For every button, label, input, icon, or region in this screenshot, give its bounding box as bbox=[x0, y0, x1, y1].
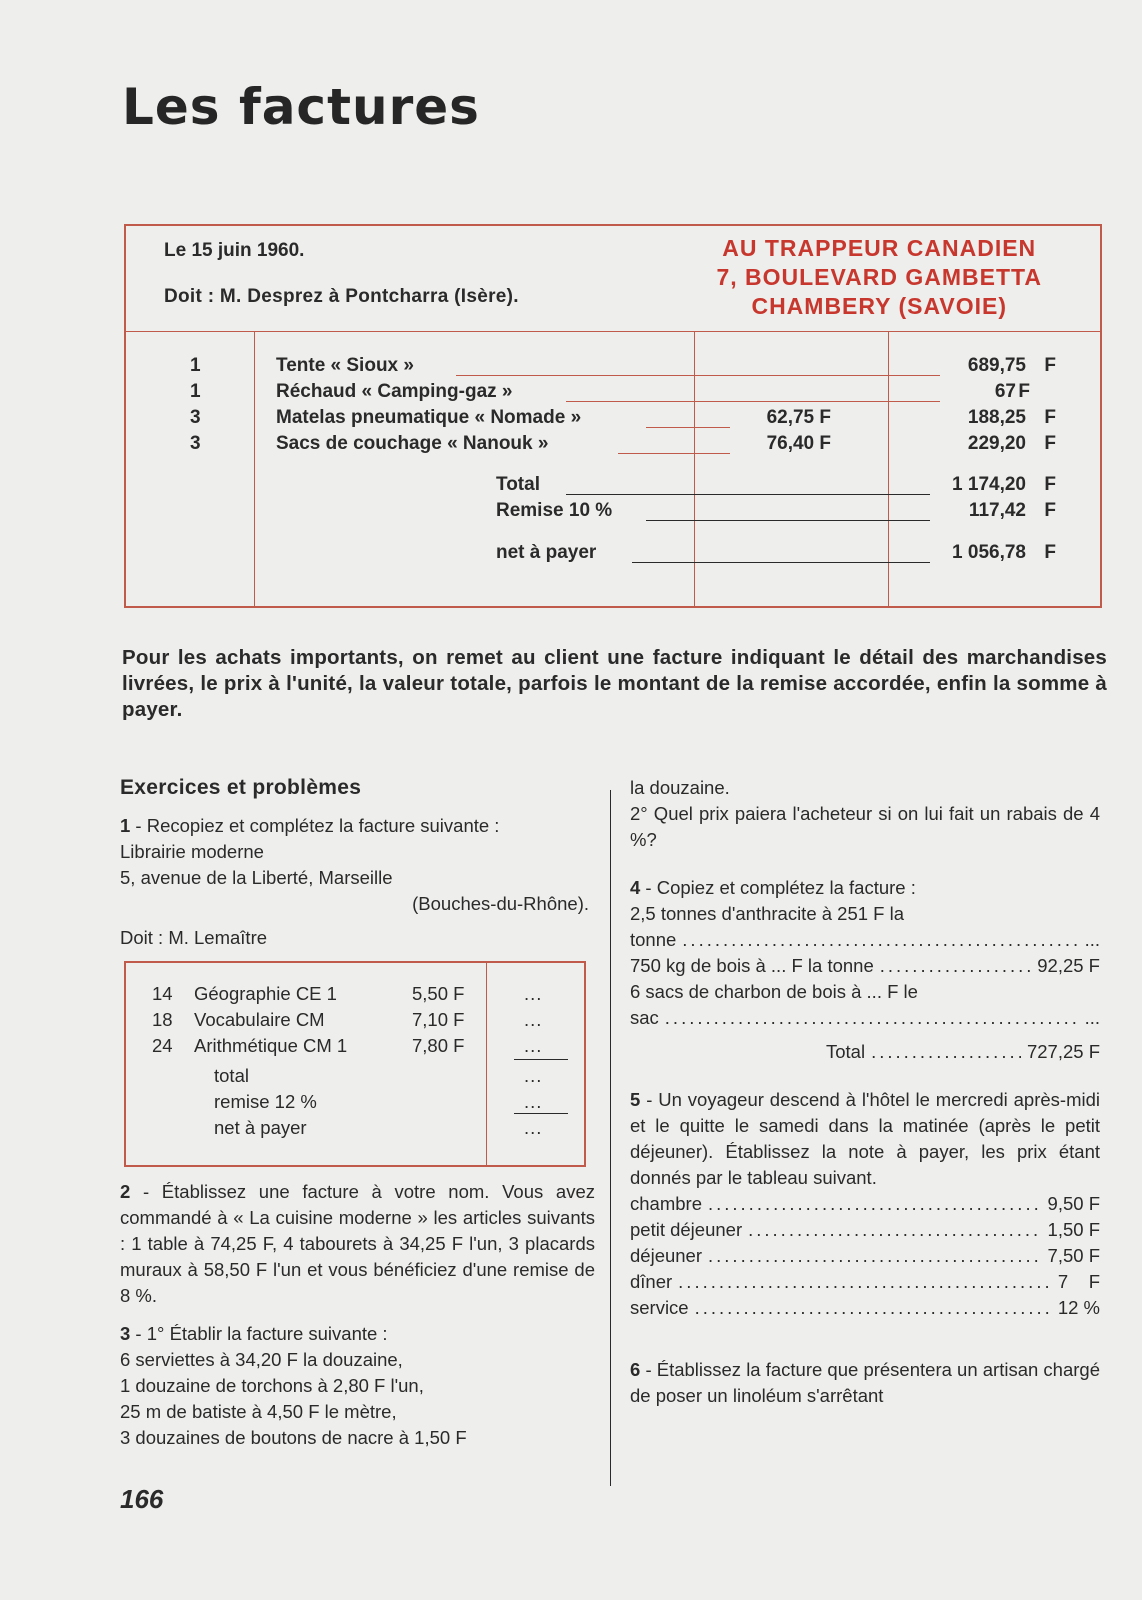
item-label: Tente « Sioux » bbox=[276, 355, 418, 377]
item-currency: F bbox=[1044, 355, 1056, 376]
exercise-number: 1 bbox=[120, 815, 131, 836]
sample-invoice bbox=[124, 224, 1102, 608]
price-line bbox=[630, 1269, 1100, 1295]
price-line bbox=[630, 1295, 1100, 1321]
item-quantity: 1 bbox=[190, 355, 201, 376]
exercise-number: 2 bbox=[120, 1181, 131, 1202]
invoice-date: Le 15 juin 1960. bbox=[164, 240, 305, 261]
item-title: Géographie CE 1 bbox=[194, 983, 337, 1004]
discount-currency: F bbox=[1044, 500, 1056, 521]
item-amount: 188,25 bbox=[967, 407, 1026, 428]
invoice-header-divider bbox=[126, 331, 1100, 332]
price-line bbox=[630, 1243, 1100, 1269]
net-currency: F bbox=[1044, 542, 1056, 563]
shop-line: (Bouches-du-Rhône). bbox=[412, 893, 589, 914]
item-price: 5,50 F bbox=[412, 983, 465, 1004]
exercise-3 bbox=[120, 1321, 595, 1347]
item-title: Arithmétique CM 1 bbox=[194, 1035, 348, 1056]
invoice-item-row bbox=[126, 381, 1100, 407]
item-total: ... bbox=[524, 1009, 543, 1030]
summary-label: total bbox=[214, 1065, 249, 1086]
exercise-number: 5 bbox=[630, 1089, 641, 1110]
price-value: 12 % bbox=[1057, 1297, 1100, 1318]
exercise-line: la douzaine. bbox=[630, 777, 730, 798]
item-unit-price: 62,75 F bbox=[741, 407, 831, 429]
exercise-5 bbox=[630, 1087, 1100, 1191]
summary-value: ... bbox=[524, 1091, 543, 1112]
invoice-net-row bbox=[126, 542, 1100, 568]
exercise-line: 6 sacs de charbon de bois à ... F le bbox=[630, 981, 918, 1002]
price-value: 7,50 F bbox=[1047, 1245, 1100, 1266]
summary-value: ... bbox=[524, 1065, 543, 1086]
leader-line bbox=[618, 453, 730, 454]
exercise-invoice bbox=[124, 961, 586, 1167]
invoice-customer: Doit : M. Desprez à Pontcharra (Isère). bbox=[164, 286, 519, 307]
leader-line bbox=[566, 494, 930, 495]
summary-label: remise 12 % bbox=[214, 1091, 317, 1112]
leader-line bbox=[632, 562, 930, 563]
item-quantity: 18 bbox=[152, 1009, 173, 1030]
exercise-text: - Un voyageur descend à l'hôtel le mercredi après-midi et le quitte le samedi dans la matinée (après le petit déjeuner). Établissez la note à payer, les prix étant donnés par le tableau suivant. bbox=[630, 1089, 1100, 1188]
invoice-discount-row bbox=[126, 500, 1100, 526]
exercise-text: - Établissez une facture à votre nom. Vous avez commandé à « La cuisine moderne » les articles suivants : 1 table à 74,25 F, 4 tabourets à 34,25 F l'un, 3 placards muraux à 58,50 F l'un et vous bénéficiez d'une remise de 8 %. bbox=[120, 1181, 595, 1306]
exercise-3-question-2: 2° Quel prix paiera l'acheteur si on lui fait un rabais de 4 %? bbox=[630, 803, 1100, 850]
shop-name: AU TRAPPEUR CANADIEN bbox=[722, 235, 1037, 261]
item-quantity: 3 bbox=[190, 407, 201, 428]
exercise-4 bbox=[630, 875, 1100, 901]
price-value: 1,50 F bbox=[1047, 1219, 1100, 1240]
exercise-text: - Recopiez et complétez la facture suivante : bbox=[130, 815, 500, 836]
item-currency: F bbox=[1044, 433, 1056, 454]
exercise-line: 25 m de batiste à 4,50 F le mètre, bbox=[120, 1401, 397, 1422]
line-label: sac bbox=[630, 1007, 659, 1028]
price-line bbox=[630, 1217, 1100, 1243]
exercises-left-column bbox=[120, 775, 595, 1451]
page-number: 166 bbox=[120, 1484, 164, 1514]
price-value: 9,50 F bbox=[1047, 1193, 1100, 1214]
exercises-title: Exercices et problèmes bbox=[120, 776, 362, 799]
item-total: ... bbox=[524, 983, 543, 1004]
exercise-1 bbox=[120, 813, 595, 839]
exercises-right-column bbox=[630, 775, 1100, 1409]
priced-line bbox=[630, 953, 1100, 979]
summary-row bbox=[126, 1089, 584, 1115]
shop-line: Librairie moderne bbox=[120, 841, 264, 862]
line-value: 727,25 F bbox=[1026, 1041, 1100, 1062]
leader-line bbox=[646, 427, 730, 428]
item-quantity: 24 bbox=[152, 1035, 173, 1056]
invoice-item-row bbox=[126, 1033, 584, 1059]
dot-leader bbox=[708, 1243, 1042, 1269]
exercise-text: - 1° Établir la facture suivante : bbox=[130, 1323, 388, 1344]
discount-label: Remise 10 % bbox=[496, 500, 616, 522]
shop-line: 5, avenue de la Liberté, Marseille bbox=[120, 867, 393, 888]
exercise-line: 2,5 tonnes d'anthracite à 251 F la bbox=[630, 903, 905, 924]
item-currency: F bbox=[1018, 381, 1030, 402]
item-amount: 229,20 bbox=[967, 433, 1026, 454]
exercise-2 bbox=[120, 1179, 595, 1309]
leader-line bbox=[646, 520, 930, 521]
item-price: 7,80 F bbox=[412, 1035, 465, 1056]
price-label: dîner bbox=[630, 1271, 673, 1292]
dot-leader bbox=[708, 1191, 1042, 1217]
total-label: Total bbox=[496, 474, 544, 496]
item-price: 7,10 F bbox=[412, 1009, 465, 1030]
price-line bbox=[630, 1191, 1100, 1217]
line-value: ... bbox=[1084, 929, 1100, 950]
shop-address: 7, BOULEVARD GAMBETTA bbox=[716, 264, 1042, 290]
price-label: service bbox=[630, 1297, 689, 1318]
price-value: 7 F bbox=[1057, 1271, 1100, 1292]
dot-leader bbox=[682, 927, 1078, 953]
item-currency: F bbox=[1044, 407, 1056, 428]
exercise-text: - Établissez la facture que présentera un artisan chargé de poser un linoléum s'arrêtant bbox=[630, 1359, 1100, 1406]
invoice-item-row bbox=[126, 355, 1100, 381]
shop-city: CHAMBERY (SAVOIE) bbox=[751, 293, 1007, 319]
item-amount: 67 bbox=[994, 381, 1016, 402]
item-total: ... bbox=[524, 1035, 543, 1056]
summary-label: net à payer bbox=[214, 1117, 307, 1138]
exercise-text: - Copiez et complétez la facture : bbox=[640, 877, 916, 898]
line-label: tonne bbox=[630, 929, 677, 950]
item-quantity: 3 bbox=[190, 433, 201, 454]
total-line bbox=[630, 1039, 1100, 1065]
leader-line bbox=[566, 401, 940, 402]
sum-rule bbox=[514, 1059, 568, 1060]
exercise-line: 3 douzaines de boutons de nacre à 1,50 F bbox=[120, 1427, 467, 1448]
item-amount: 689,75 bbox=[967, 355, 1026, 376]
invoice-item-row bbox=[126, 407, 1100, 433]
dot-leader bbox=[880, 953, 1032, 979]
invoice-item-row bbox=[126, 433, 1100, 459]
exercise-number: 4 bbox=[630, 877, 641, 898]
leader-line bbox=[456, 375, 940, 376]
exercise-6 bbox=[630, 1357, 1100, 1409]
customer-line: Doit : M. Lemaître bbox=[120, 927, 268, 948]
summary-value: ... bbox=[524, 1117, 543, 1138]
priced-line bbox=[630, 927, 1100, 953]
line-label: 750 kg de bois à ... F la tonne bbox=[630, 955, 874, 976]
discount-amount: 117,42 bbox=[968, 500, 1026, 521]
priced-line bbox=[630, 1005, 1100, 1031]
intro-paragraph: Pour les achats importants, on remet au client une facture indiquant le détail des marchandises livrées, le prix à l'unité, la valeur totale, parfois le montant de la remise accordée, enfin la somme à payer. bbox=[122, 645, 1107, 721]
item-quantity: 14 bbox=[152, 983, 173, 1004]
summary-row bbox=[126, 1063, 584, 1089]
summary-row bbox=[126, 1115, 584, 1141]
price-label: chambre bbox=[630, 1193, 702, 1214]
total-currency: F bbox=[1044, 474, 1056, 495]
dot-leader bbox=[695, 1295, 1052, 1321]
item-quantity: 1 bbox=[190, 381, 201, 402]
dot-leader bbox=[748, 1217, 1041, 1243]
line-value: 92,25 F bbox=[1037, 955, 1100, 976]
page-title: Les factures bbox=[122, 78, 480, 136]
net-label: net à payer bbox=[496, 542, 600, 564]
exercise-line: 6 serviettes à 34,20 F la douzaine, bbox=[120, 1349, 403, 1370]
item-label: Réchaud « Camping-gaz » bbox=[276, 381, 517, 403]
dot-leader bbox=[665, 1005, 1079, 1031]
item-unit-price: 76,40 F bbox=[741, 433, 831, 455]
dot-leader bbox=[871, 1039, 1021, 1065]
shop-header bbox=[716, 234, 1042, 321]
item-label: Matelas pneumatique « Nomade » bbox=[276, 407, 585, 429]
line-value: ... bbox=[1084, 1007, 1100, 1028]
total-amount: 1 174,20 bbox=[952, 474, 1026, 495]
price-label: déjeuner bbox=[630, 1245, 703, 1266]
item-label: Sacs de couchage « Nanouk » bbox=[276, 433, 552, 455]
column-divider bbox=[610, 790, 611, 1486]
invoice-item-row bbox=[126, 1007, 584, 1033]
invoice-item-row bbox=[126, 981, 584, 1007]
sum-rule bbox=[514, 1113, 568, 1114]
price-label: petit déjeuner bbox=[630, 1219, 743, 1240]
dot-leader bbox=[678, 1269, 1052, 1295]
item-title: Vocabulaire CM bbox=[194, 1009, 325, 1030]
exercise-line: 1 douzaine de torchons à 2,80 F l'un, bbox=[120, 1375, 424, 1396]
exercise-number: 3 bbox=[120, 1323, 131, 1344]
invoice-total-row bbox=[126, 474, 1100, 500]
net-amount: 1 056,78 bbox=[952, 542, 1026, 563]
line-label: Total bbox=[826, 1041, 866, 1062]
exercise-number: 6 bbox=[630, 1359, 641, 1380]
